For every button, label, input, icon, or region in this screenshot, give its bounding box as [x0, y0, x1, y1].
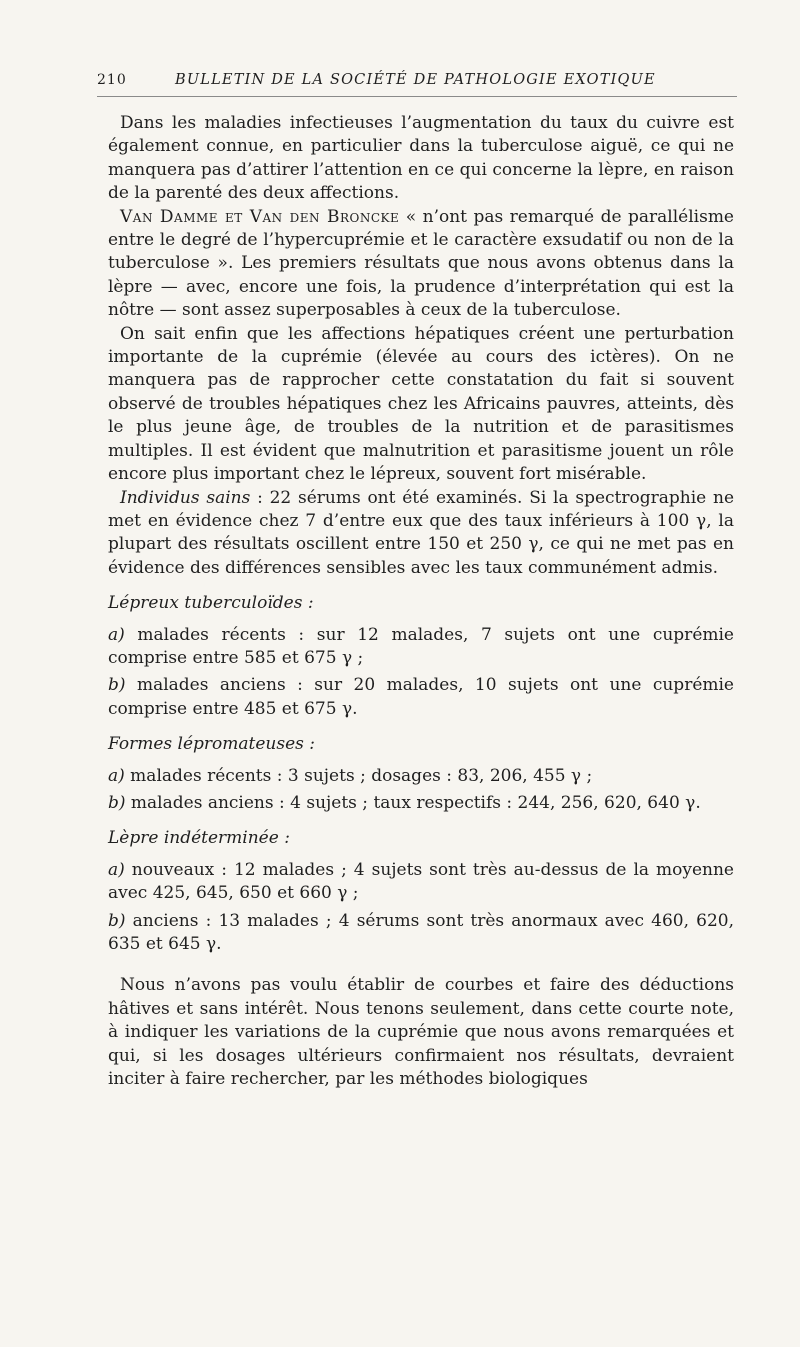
section-heading-indeterminate: Lèpre indéterminée :: [108, 828, 290, 849]
section-heading-lepromatous: Formes lépromateuses :: [108, 734, 316, 755]
paragraph-van-damme: [108, 206, 734, 323]
item-label: b): [108, 675, 126, 696]
item-label: b): [108, 792, 126, 813]
journal-title: BULLETIN DE LA SOCIÉTÉ DE PATHOLOGIE EXOTIQUE: [175, 72, 656, 88]
page-number: 210: [97, 72, 127, 88]
item-text: nouveaux : 12 malades ; 4 sujets sont très au-dessus de la moyenne avec 425, 645, 650 et 660 γ ;: [108, 859, 734, 904]
item-text: anciens : 13 malades ; 4 sérums sont très anormaux avec 460, 620, 635 et 645 γ.: [108, 910, 734, 954]
paragraph-van-damme-text: « n’ont pas remarqué de parallélisme entre le degré de l’hypercuprémie et le caractère exsudatif ou non de la tuberculose ». Les premiers résultats que nous avons obtenus dans la lèpre — avec, encore une fois, la prudence d’interprétation qui est la nôtre — sont assez superposables à ceux de la tuberculose.: [108, 206, 734, 321]
list-item: [108, 792, 734, 815]
list-item: [108, 910, 734, 957]
list-item: [108, 674, 734, 721]
article-body: [108, 112, 734, 1091]
section-spacer: [108, 960, 734, 974]
list-item: [108, 859, 734, 906]
paragraph-hepatic: On sait enfin que les affections hépatiques créent une perturbation importante de la cuprémie (élevée au cours des ictères). On ne manquera pas de rapprocher cette constatation du fait si souvent observé de troubles hépatiques chez les Africains pauvres, atteints, dès le plus jeune âge, de troubles de la nutrition et de parasitismes multiples. Il est évident que malnutrition et parasitisme jouent un rôle encore plus important chez le lépreux, souvent fort misérable.: [108, 323, 734, 485]
item-text: malades récents : sur 12 malades, 7 sujets ont une cuprémie comprise entre 585 et 675 γ ;: [108, 624, 734, 668]
item-label: a): [108, 624, 125, 645]
page-header: [97, 70, 737, 97]
cited-authors: Van Damme et Van den Broncke: [120, 206, 400, 227]
item-label: a): [108, 765, 125, 786]
healthy-lead: Individus sains: [120, 487, 251, 508]
healthy-text: : 22 sérums ont été examinés. Si la spectrographie ne met en évidence chez 7 d’entre eux que des taux inférieurs à 100 γ, la plupart des résultats oscillent entre 150 et 250 γ, ce qui ne met pas en évidence des différences sensibles avec les taux communément admis.: [108, 487, 735, 578]
item-label: b): [108, 910, 126, 931]
paragraph-healthy: [108, 487, 734, 581]
item-text: malades récents : 3 sujets ; dosages : 83, 206, 455 γ ;: [124, 765, 593, 786]
paragraph-copper-infection: Dans les maladies infectieuses l’augmentation du taux du cuivre est également connue, en particulier dans la tuberculose aiguë, ce qui ne manquera pas d’attirer l’attention en ce qui concerne la lèpre, en raison de la parenté des deux affections.: [108, 113, 734, 204]
list-item: [108, 624, 734, 671]
paragraph-closing: Nous n’avons pas voulu établir de courbes et faire des déductions hâtives et sans intérêt. Nous tenons seulement, dans cette courte note, à indiquer les variations de la cuprémie que nous avons remarquées et qui, si les dosages ultérieurs confirmaient nos résultats, devraient inciter à faire rechercher, par les méthodes biologiques: [108, 975, 734, 1090]
list-item: [108, 765, 734, 788]
item-text: malades anciens : 4 sujets ; taux respectifs : 244, 256, 620, 640 γ.: [125, 792, 701, 813]
item-label: a): [108, 859, 125, 880]
section-heading-tuberculoid: Lépreux tuberculoïdes :: [108, 593, 314, 614]
item-text: malades anciens : sur 20 malades, 10 sujets ont une cuprémie comprise entre 485 et 675 γ.: [108, 675, 734, 719]
